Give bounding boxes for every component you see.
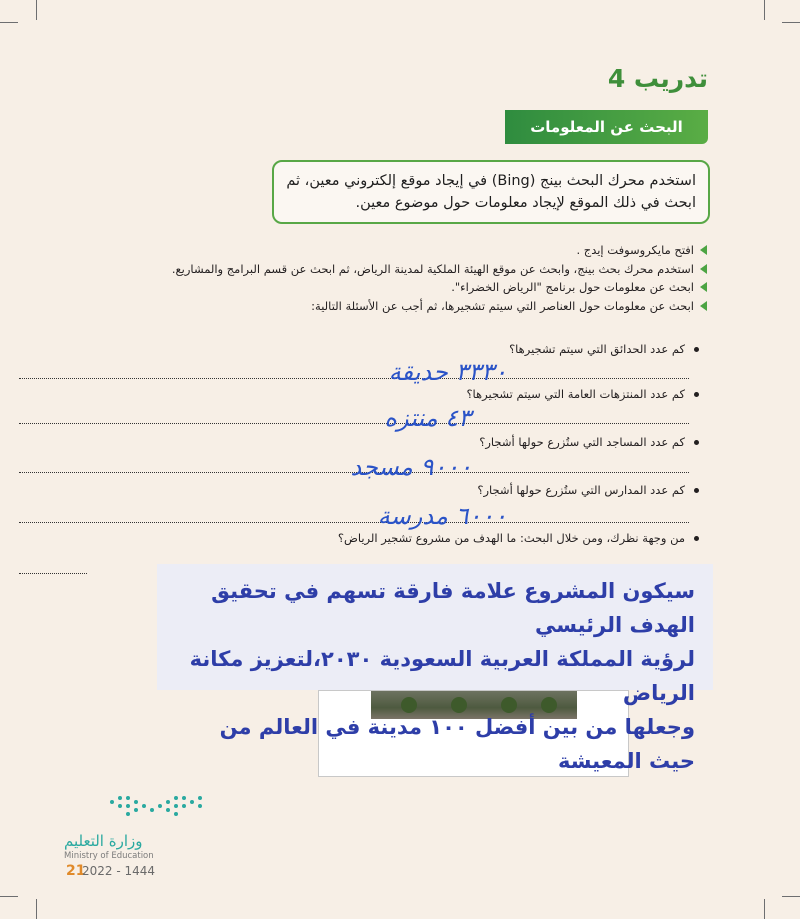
handwritten-answer: ٣٣٣٠ حديقة: [388, 358, 507, 386]
intro-box: [272, 160, 710, 224]
question-text: كم عدد الحدائق التي سيتم تشجيرها؟: [509, 342, 685, 356]
question-text: من وجهة نظرك، ومن خلال البحث: ما الهدف من مشروع تشجير الرياض؟: [337, 531, 685, 545]
ministry-name-english: Ministry of Education: [64, 851, 154, 861]
typed-answer-overlay: [157, 564, 713, 773]
step-item: [27, 260, 707, 279]
crop-mark: [782, 22, 800, 23]
step-item: [27, 297, 707, 316]
triangle-bullet-icon: [700, 301, 707, 311]
intro-line: استخدم محرك البحث بينج (Bing) في إيجاد موقع إلكتروني معين، ثم: [286, 173, 696, 189]
crop-mark: [36, 0, 37, 20]
page-number: 21: [66, 863, 86, 879]
question-item: [479, 435, 707, 449]
handwritten-answer: ٩٠٠٠ مسجد: [350, 453, 472, 481]
step-text: استخدم محرك بحث بينج، وابحث عن موقع الهيئة الملكية لمدينة الرياض، ثم ابحث عن قسم البرامج والمشاريع.: [171, 261, 694, 276]
answer-line-text: لرؤية المملكة العربية السعودية ٢٠٣٠،لتعزيز مكانة الرياض: [189, 647, 695, 705]
triangle-bullet-icon: [700, 282, 707, 292]
crop-mark: [0, 22, 18, 23]
crop-mark: [764, 0, 765, 20]
triangle-bullet-icon: [700, 245, 707, 255]
answer-line-text: سيكون المشروع علامة فارقة تسهم في تحقيق الهدف الرئيسي: [211, 579, 695, 637]
bullet-dot-icon: [694, 488, 699, 493]
step-text: ابحث عن معلومات حول العناصر التي سيتم تشجيرها، ثم أجب عن الأسئلة التالية:: [311, 298, 694, 313]
ministry-logo-icon: [110, 796, 210, 822]
step-item: [27, 241, 707, 260]
bullet-dot-icon: [694, 536, 699, 541]
steps-list: [27, 241, 707, 315]
question-text: كم عدد المساجد التي ستُزرع حولها أشجار؟: [479, 435, 685, 449]
section-banner: البحث عن المعلومات: [505, 110, 708, 144]
bullet-dot-icon: [694, 440, 699, 445]
question-item: [338, 531, 707, 545]
triangle-bullet-icon: [700, 264, 707, 274]
handwritten-answer: ٤٣ منتزه: [384, 404, 471, 432]
crop-mark: [764, 899, 765, 919]
question-text: كم عدد المنتزهات العامة التي سيتم تشجيرها؟: [466, 387, 685, 401]
bullet-dot-icon: [694, 347, 699, 352]
step-text: افتح مايكروسوفت إيدج .: [576, 243, 694, 258]
ministry-name-arabic: وزارة التعليم: [64, 832, 143, 850]
answer-line: [19, 573, 87, 574]
question-item: [477, 483, 707, 497]
question-text: كم عدد المدارس التي ستُزرع حولها أشجار؟: [477, 483, 685, 497]
answer-line: [19, 423, 689, 424]
answer-line-text: وجعلها من بين أفضل ١٠٠ مدينة في العالم من حيث المعيشة: [219, 715, 695, 773]
answer-line: [19, 522, 689, 523]
step-text: ابحث عن معلومات حول برنامج "الرياض الخضراء".: [451, 280, 694, 295]
handwritten-answer: ٦٠٠٠ مدرسة: [377, 502, 507, 530]
answer-line: [19, 378, 689, 379]
academic-year: 2022 - 1444: [82, 864, 156, 878]
question-item: [466, 387, 707, 401]
crop-mark: [0, 896, 18, 897]
bullet-dot-icon: [694, 392, 699, 397]
intro-line: ابحث في ذلك الموقع لإيجاد معلومات حول موضوع معين.: [355, 195, 696, 211]
exercise-title: تدريب 4: [607, 64, 708, 93]
step-item: [27, 278, 707, 297]
crop-mark: [782, 896, 800, 897]
question-item: [509, 342, 707, 356]
crop-mark: [36, 899, 37, 919]
